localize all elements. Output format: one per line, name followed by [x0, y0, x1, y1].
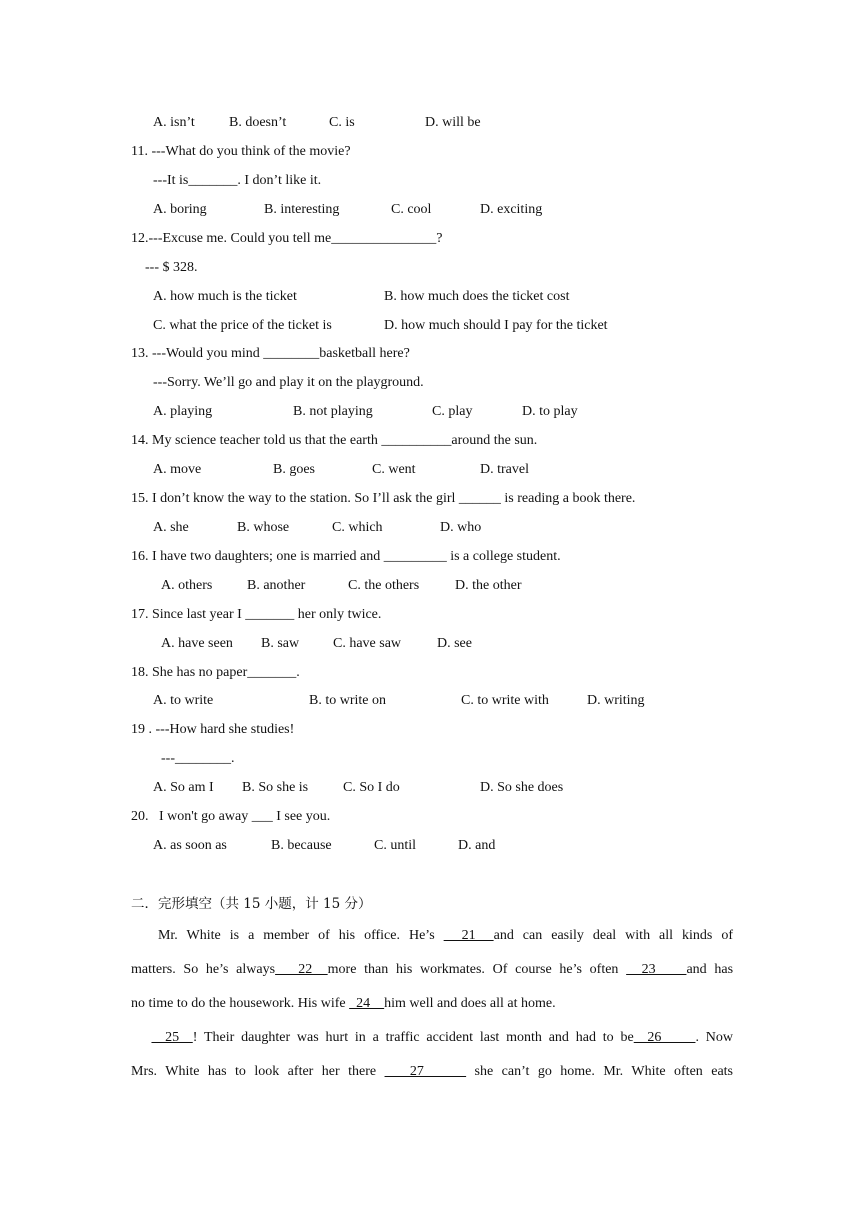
- q16-text: I have two daughters; one is married and _________ is a college student.: [152, 549, 561, 564]
- q14-number: 14.: [131, 433, 152, 448]
- q18-number: 18.: [131, 665, 152, 680]
- q10-option-b: B. doesn’t: [229, 115, 287, 130]
- passage-text: . Now: [695, 1030, 734, 1045]
- passage-text: she can’t go home. Mr. White often eats: [466, 1064, 733, 1079]
- q11-line2-post: . I don’t like it.: [237, 173, 322, 188]
- q19-option-c: C. So I do: [343, 780, 400, 795]
- passage-paragraph-2: [131, 1029, 733, 1097]
- q17-option-a: A. have seen: [161, 636, 233, 651]
- q16-option-d: D. the other: [455, 578, 522, 593]
- q14-stem: [131, 432, 537, 450]
- q12-line2: --- $ 328.: [145, 260, 198, 275]
- q11-option-d: D. exciting: [480, 202, 543, 217]
- q13-option-d: D. to play: [522, 404, 578, 419]
- q13-text-pre: ---Would you mind: [152, 346, 264, 361]
- q11-line2-pre: ---It is: [153, 173, 189, 188]
- q11-blank: _______: [188, 173, 238, 188]
- q16-option-a: A. others: [161, 578, 213, 593]
- q18-text: She has no paper_______.: [152, 665, 300, 680]
- q15-option-c: C. which: [332, 520, 383, 535]
- passage-text: and can easily deal with all kinds of: [493, 928, 734, 943]
- q18-stem: [131, 664, 300, 682]
- q20-option-b: B. because: [271, 838, 332, 853]
- passage-text: and has: [686, 962, 734, 977]
- passage-paragraph-1: [131, 927, 733, 1029]
- q14-option-b: B. goes: [273, 462, 315, 477]
- q14-option-d: D. travel: [480, 462, 529, 477]
- q14-option-c: C. went: [372, 462, 416, 477]
- passage-line: [131, 961, 733, 995]
- q12-blank: _______________: [331, 231, 437, 246]
- q11-text: ---What do you think of the movie?: [151, 144, 351, 159]
- blank-27: 27: [384, 1064, 467, 1079]
- q16-option-b: B. another: [247, 578, 306, 593]
- q19-stem: [131, 721, 294, 739]
- q11-number: 11.: [131, 144, 152, 159]
- q13-blank: ________: [263, 346, 320, 361]
- q19-option-b: B. So she is: [242, 780, 309, 795]
- q18-option-c: C. to write with: [461, 693, 549, 708]
- q20-text: I won't go away ___ I see you.: [159, 809, 331, 824]
- q14-text-pre: My science teacher told us that the earth: [152, 433, 382, 448]
- q18-option-a: A. to write: [153, 693, 214, 708]
- q12-stem: [131, 230, 442, 248]
- blank-26: 26: [633, 1030, 696, 1045]
- q19-text: ---How hard she studies!: [155, 722, 295, 737]
- q16-stem: [131, 548, 561, 566]
- q15-text: I don’t know the way to the station. So I’ll ask the girl ______ is reading a book there.: [152, 491, 636, 506]
- passage-text: Mr. White is a member of his office. He’s: [157, 928, 444, 943]
- q20-number: 20.: [131, 809, 159, 824]
- passage-line: [131, 995, 733, 1029]
- q17-option-d: D. see: [437, 636, 472, 651]
- q15-stem: [131, 490, 635, 508]
- q20-option-c: C. until: [374, 838, 417, 853]
- q13-option-b: B. not playing: [293, 404, 373, 419]
- q12-option-a: A. how much is the ticket: [153, 289, 297, 304]
- q18-option-d: D. writing: [587, 693, 645, 708]
- q15-option-a: A. she: [153, 520, 189, 535]
- passage-line: [131, 1063, 733, 1097]
- passage-line: [131, 1029, 733, 1063]
- q20-stem: [131, 808, 330, 826]
- q18-option-b: B. to write on: [309, 693, 386, 708]
- q12-text-pre: ---Excuse me. Could you tell me: [148, 231, 332, 246]
- q11-stem: [131, 143, 351, 161]
- q15-option-d: D. who: [440, 520, 482, 535]
- q11-line2: [153, 172, 321, 190]
- passage-text: no time to do the housework. His wife: [131, 996, 350, 1011]
- passage-text: ! Their daughter was hurt in a traffic accident last month and had to be: [192, 1030, 634, 1045]
- q12-text-post: ?: [436, 231, 443, 246]
- q19-number: 19 .: [131, 722, 156, 737]
- section-2-title: 二．完形填空（共 15 小题，计 15 分）: [131, 896, 372, 912]
- blank-21: 21: [443, 928, 494, 943]
- q10-option-d: D. will be: [425, 115, 481, 130]
- q16-number: 16.: [131, 549, 152, 564]
- q16-option-c: C. the others: [348, 578, 420, 593]
- blank-23: 23: [626, 962, 687, 977]
- q19-option-a: A. So am I: [153, 780, 214, 795]
- q17-number: 17.: [131, 607, 152, 622]
- q11-option-b: B. interesting: [264, 202, 340, 217]
- blank-24: 24: [349, 996, 385, 1011]
- q13-stem: [131, 345, 410, 363]
- q15-option-b: B. whose: [237, 520, 290, 535]
- q12-option-c: C. what the price of the ticket is: [153, 318, 332, 333]
- blank-22: 22: [275, 962, 328, 977]
- q12-option-d: D. how much should I pay for the ticket: [384, 318, 608, 333]
- q11-option-a: A. boring: [153, 202, 207, 217]
- q15-number: 15.: [131, 491, 152, 506]
- q17-option-c: C. have saw: [333, 636, 402, 651]
- q10-option-c: C. is: [329, 115, 355, 130]
- q17-stem: [131, 606, 381, 624]
- q17-text: Since last year I _______ her only twice.: [152, 607, 382, 622]
- q12-option-b: B. how much does the ticket cost: [384, 289, 570, 304]
- q20-option-d: D. and: [458, 838, 496, 853]
- q12-number: 12.: [131, 231, 149, 246]
- q13-option-a: A. playing: [153, 404, 213, 419]
- q19-line2: ---________.: [161, 751, 235, 766]
- q19-option-d: D. So she does: [480, 780, 564, 795]
- q13-number: 13.: [131, 346, 152, 361]
- passage-text: him well and does all at home.: [384, 996, 556, 1011]
- blank-25: 25: [151, 1030, 193, 1045]
- q13-text-post: basketball here?: [319, 346, 410, 361]
- q17-option-b: B. saw: [261, 636, 300, 651]
- q13-line2: ---Sorry. We’ll go and play it on the playground.: [153, 375, 424, 390]
- q14-option-a: A. move: [153, 462, 202, 477]
- q10-option-a: A. isn’t: [153, 115, 195, 130]
- q11-option-c: C. cool: [391, 202, 432, 217]
- q14-blank: __________: [381, 433, 452, 448]
- q13-option-c: C. play: [432, 404, 473, 419]
- passage-text: matters. So he’s always: [131, 962, 276, 977]
- passage-line: [131, 927, 733, 961]
- passage-text: more than his workmates. Of course he’s often: [327, 962, 627, 977]
- q14-text-post: around the sun.: [451, 433, 538, 448]
- q20-option-a: A. as soon as: [153, 838, 227, 853]
- passage-text: Mrs. White has to look after her there: [131, 1064, 385, 1079]
